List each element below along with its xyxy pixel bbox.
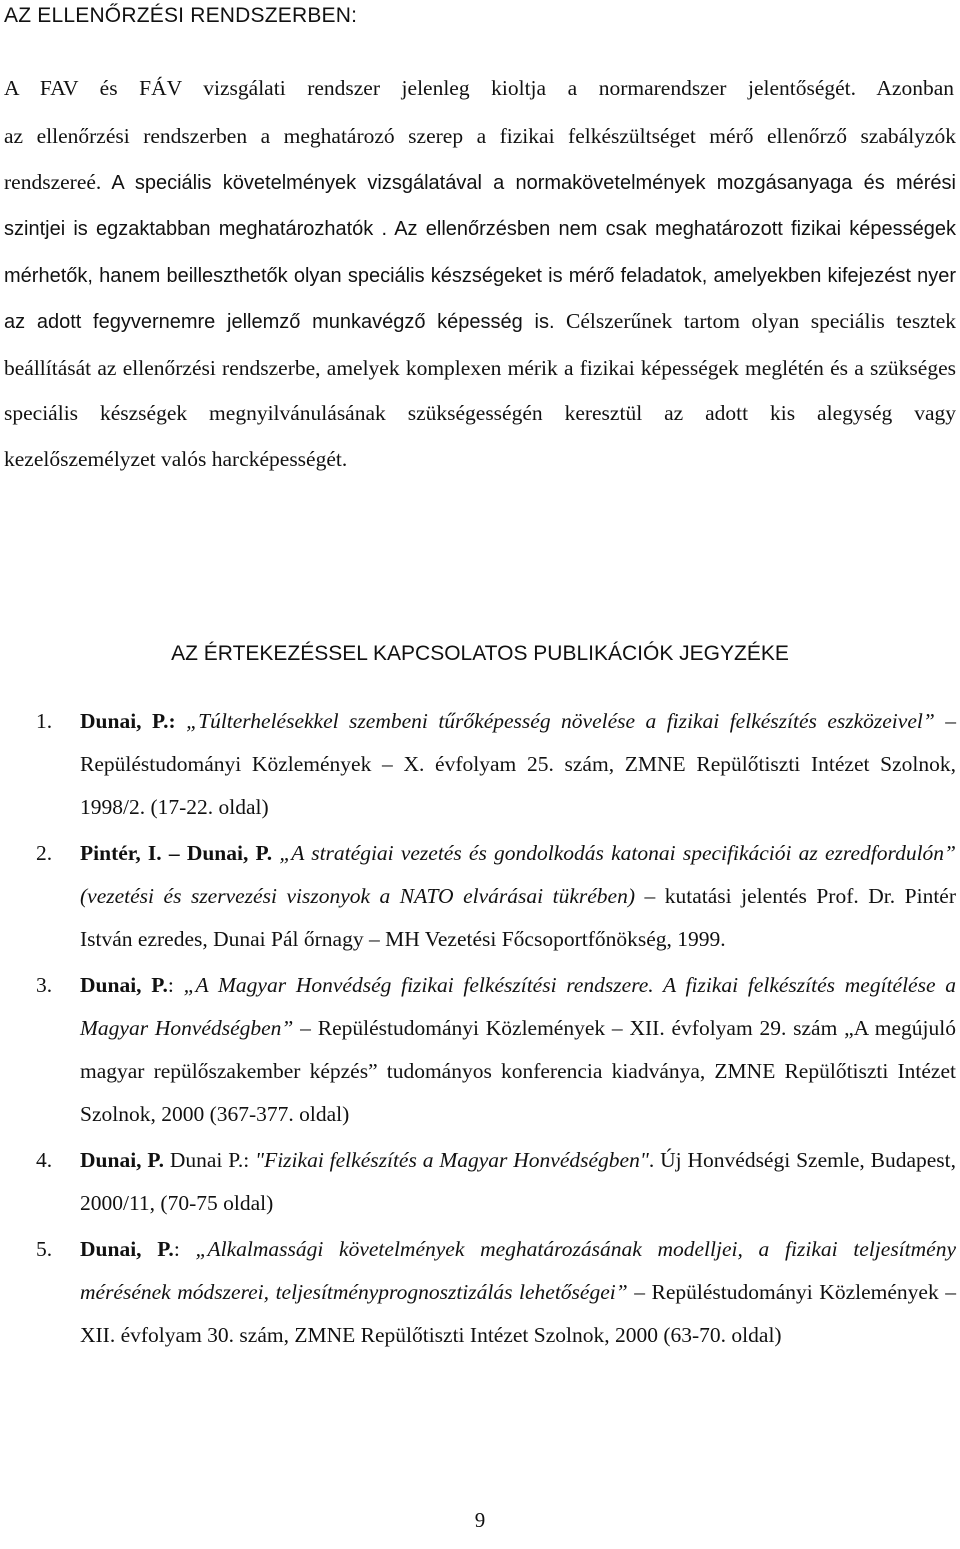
publication-separator: : (173, 1237, 196, 1261)
publication-number: 4. (36, 1148, 53, 1172)
paragraph-part-1: az ellenőrzési rendszerben a meghatározó szerep a fizikai felkészültséget mérő ellenőrző szabályzók rendszereé. (4, 124, 956, 194)
publication-item (4, 700, 956, 829)
publication-separator: : (167, 973, 184, 997)
publication-separator: Dunai P.: (163, 1148, 256, 1172)
publication-list (4, 700, 956, 1360)
publication-author: Dunai, P. (80, 973, 168, 997)
publication-item (4, 964, 956, 1136)
publication-title: „Túlterhelésekkel szembeni tűrőképesség növelése a fizikai felkészítés eszközeivel” (186, 709, 935, 733)
publication-number: 1. (36, 709, 53, 733)
section-heading: AZ ELLENŐRZÉSI RENDSZERBEN: (4, 4, 358, 27)
body-paragraph (4, 114, 956, 482)
publication-number: 5. (36, 1237, 53, 1261)
publication-number: 2. (36, 841, 53, 865)
page-number: 9 (474, 1508, 486, 1532)
publication-author: Dunai, P. (80, 1148, 164, 1172)
intro-line: A FAV és FÁV vizsgálati rendszer jelenleg kioltja a normarendszer jelentőségét. Azonban (4, 76, 954, 100)
publication-separator: : (168, 709, 187, 733)
publication-author: Pintér, I. – Dunai, P. (80, 841, 273, 865)
publications-title: AZ ÉRTEKEZÉSSEL KAPCSOLATOS PUBLIKÁCIÓK JEGYZÉKE (171, 642, 789, 665)
paragraph-part-2: A speciális követelmények vizsgálatával a normakövetelmények mozgásanyaga és mérési szintjei is egzaktabban meghatározhatók (4, 171, 956, 240)
publication-item (4, 1228, 956, 1357)
publication-details: – kutatási jelentés Prof. Dr. Pintér István ezredes, Dunai Pál őrnagy – MH Vezetési Főcsoportfőnökség, 1999. (80, 884, 957, 951)
publication-author: Dunai, P. (80, 1237, 174, 1261)
publication-details: – Repüléstudományi Közlemények – XII. évfolyam 29. szám „A megújuló magyar repülőszakember képzés” tudományos konferencia kiadványa, ZMNE Repülőtiszti Intézet Szolnok, 2000 (367-377. oldal) (80, 1016, 956, 1126)
publication-details: – Repüléstudományi Közlemények – XII. évfolyam 30. szám, ZMNE Repülőtiszti Intézet Szolnok, 2000 (63-70. oldal) (80, 1280, 956, 1347)
publication-title: „A stratégiai vezetés és gondolkodás katonai specifikációi az ezredfordulón” (vezetési és szervezési viszonyok a NATO elvárásai tükrében) (80, 841, 956, 908)
publication-author: Dunai, P. (80, 709, 169, 733)
publication-title: „Alkalmassági követelmények meghatározásának modelljei, a fizikai teljesítmény mérésének módszerei, teljesítményprognosztizálás lehetőségei” (80, 1237, 956, 1304)
paragraph-part-3: . Az ellenőrzésben nem csak meghatározott fizikai képességek mérhetők, hanem beilleszthetők olyan speciális készségeket is mérő feladatok, amelyekben kifejezést nyer az adott fegyvernemre jellemző munkavégző képesség is. (4, 218, 957, 333)
publication-item (4, 1139, 956, 1225)
publication-title: "Fizikai felkészítés a Magyar Honvédségben" (255, 1148, 649, 1172)
publication-title: „A Magyar Honvédség fizikai felkészítési rendszere. A fizikai felkészítés megítélése a Magyar Honvédségben” (80, 973, 956, 1040)
publication-item (4, 832, 956, 961)
publication-details: – Repüléstudományi Közlemények – X. évfolyam 25. szám, ZMNE Repülőtiszti Intézet Szolnok, 1998/2. (17-22. oldal) (80, 709, 956, 819)
paragraph-part-4: Célszerűnek tartom olyan speciális tesztek beállítását az ellenőrzési rendszerbe, amelyek komplexen mérik a fizikai képességek meglétén és a szükséges speciális készségek megnyilvánulásának szükségességén keresztül az adott kis alegység vagy kezelőszemélyzet valós harcképességét. (4, 309, 957, 471)
publication-details: . Új Honvédségi Szemle, Budapest, 2000/11, (70-75 oldal) (80, 1148, 956, 1215)
publication-number: 3. (36, 973, 53, 997)
